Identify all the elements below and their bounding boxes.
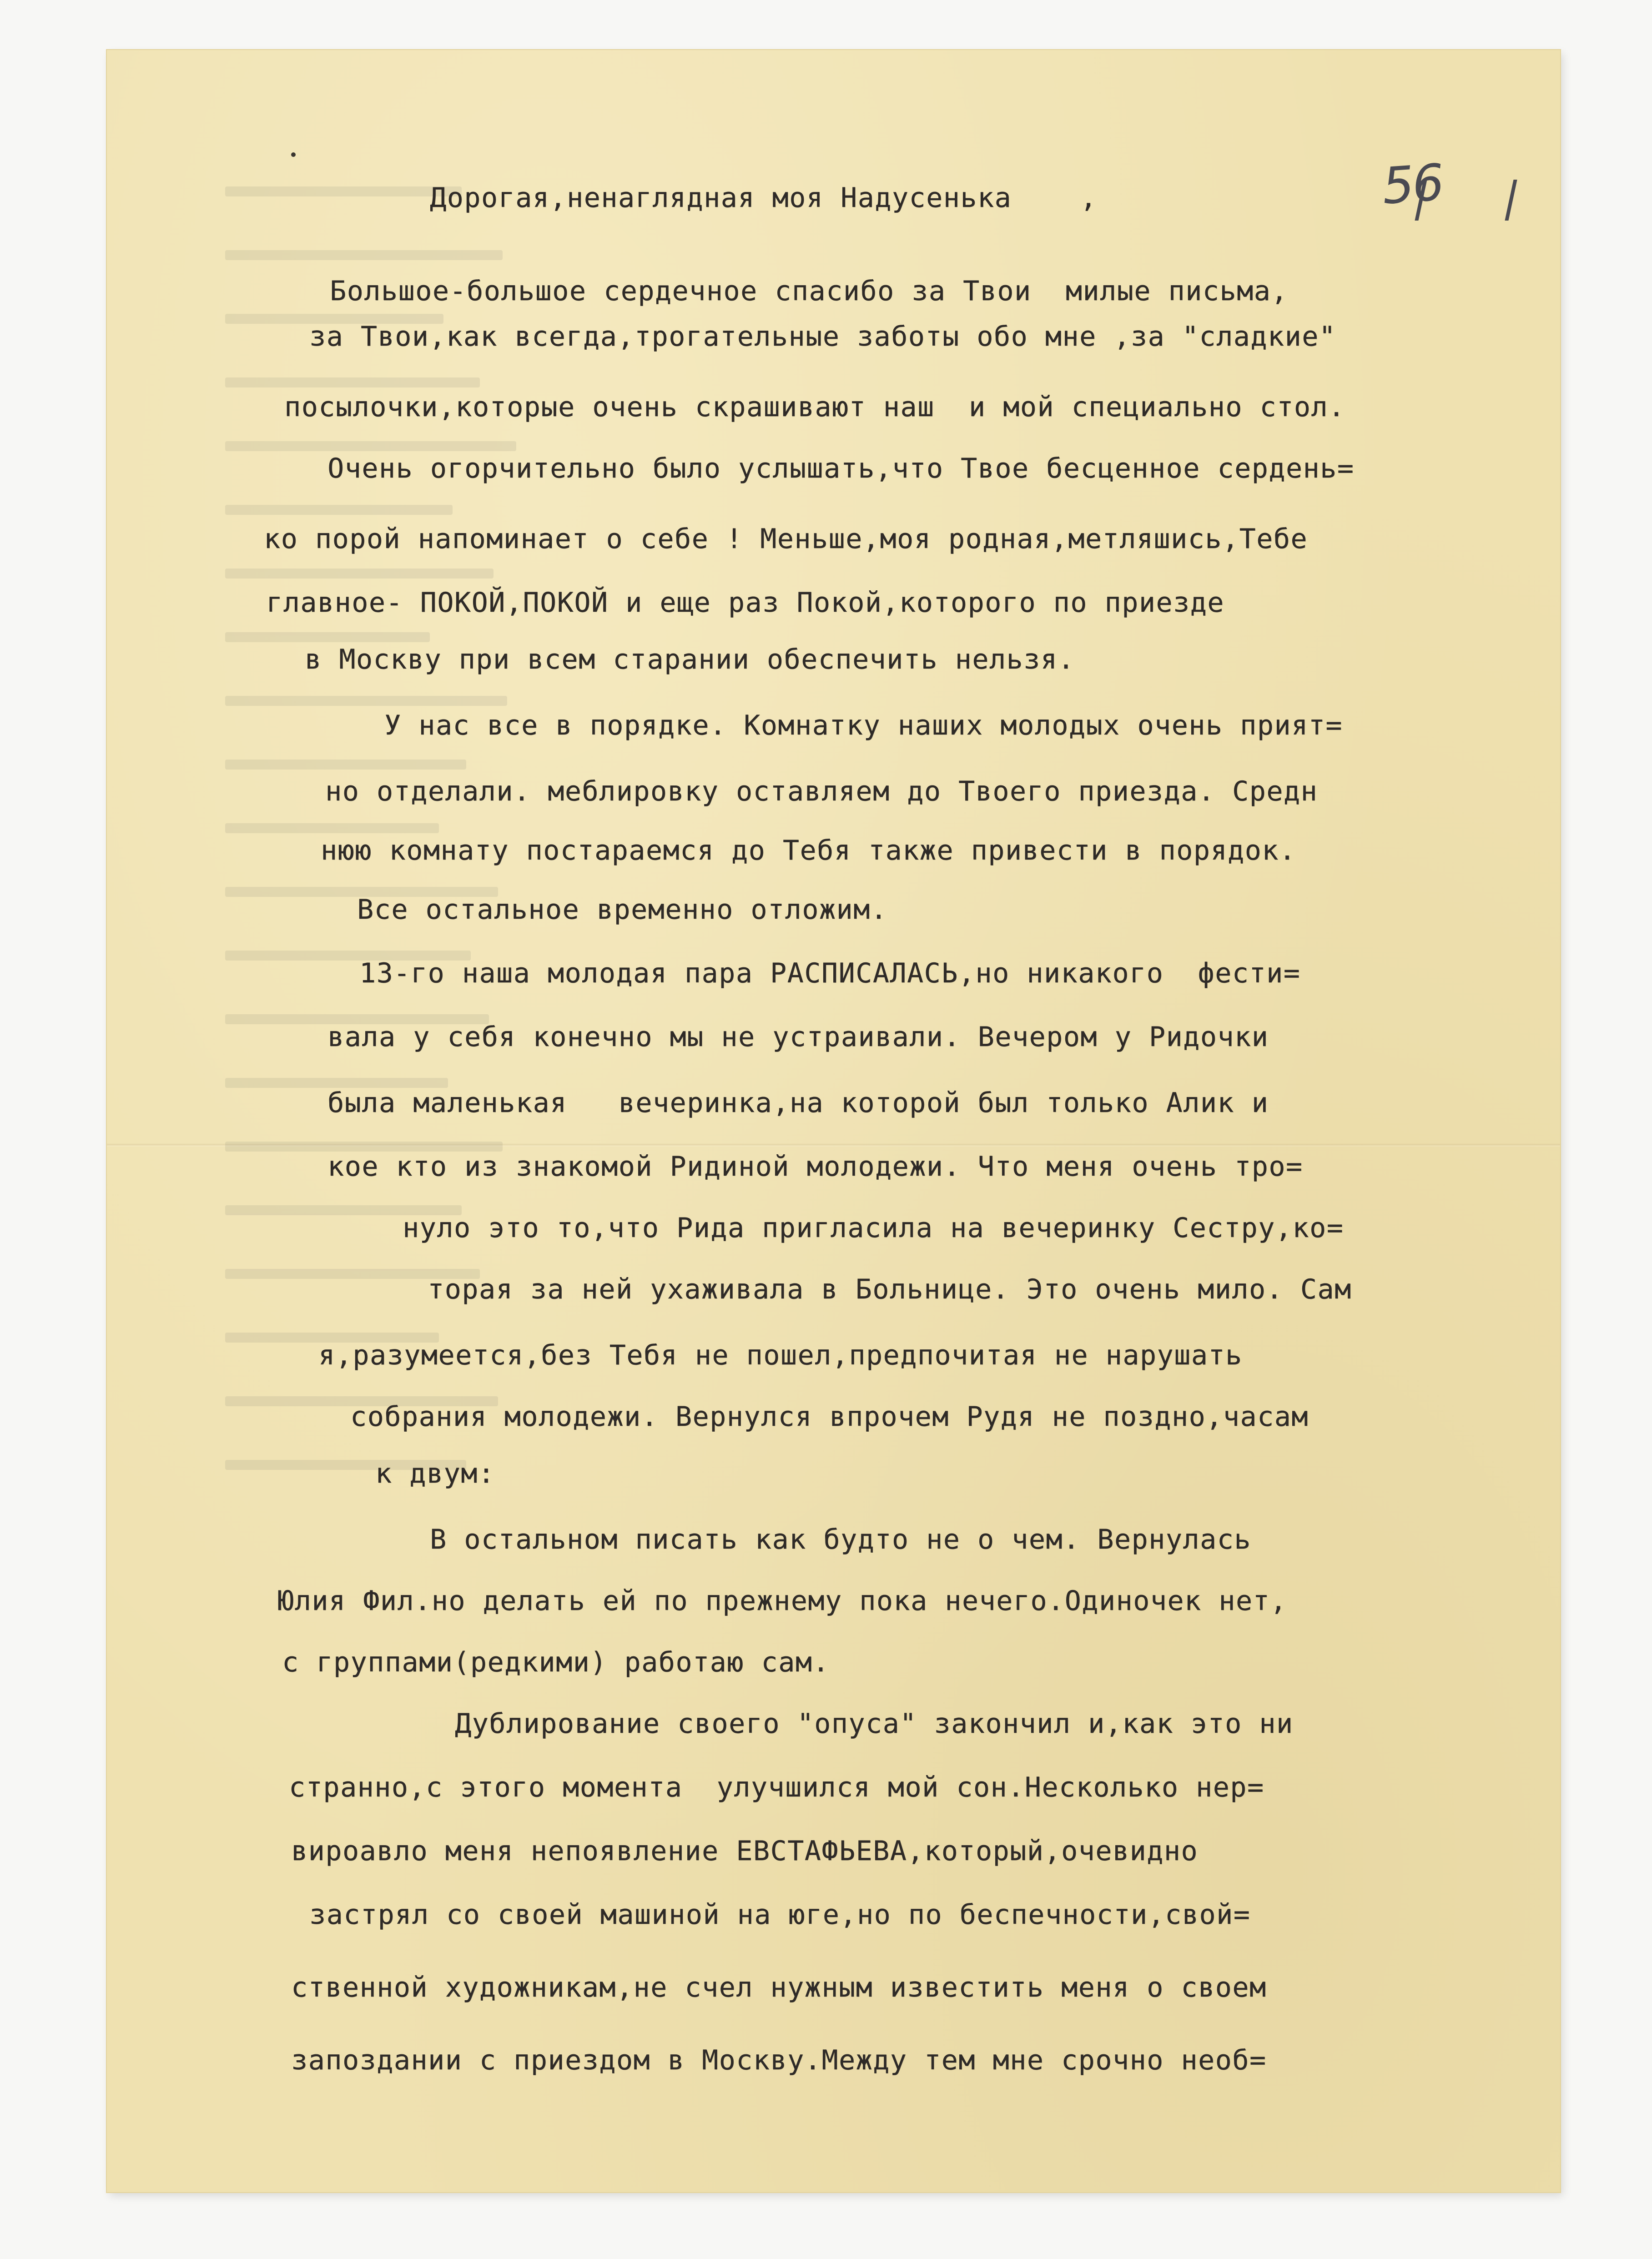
letter-line: с группами(редкими) работаю сам. — [282, 1646, 830, 1678]
letter-line: У нас все в порядке. Комнатку наших молодых очень прият= — [384, 709, 1343, 741]
letter-line: торая за ней ухаживала в Больнице. Это очень мило. Сам — [428, 1273, 1352, 1305]
letter-line: Дублирование своего "опуса" закончил и,как это ни — [455, 1708, 1294, 1740]
letter-salutation: Дорогая,ненаглядная моя Надусенька , — [430, 182, 1098, 214]
letter-line: посылочки,которые очень скрашивают наш и мой специально стол. — [284, 391, 1345, 423]
letter-line: ственной художникам,не счел нужным известить меня о своем — [291, 1972, 1267, 2003]
letter-line: за Твои,как всегда,трогательные заботы обо мне ,за "сладкие" — [309, 321, 1336, 352]
letter-line: 13-го наша молодая пара РАСПИСАЛАСЬ,но никакого фести= — [359, 957, 1301, 989]
letter-line: я,разумеется,без Тебя не пошел,предпочитая не нарушать — [318, 1339, 1243, 1371]
letter-line: застрял со своей машиной на юге,но по беспечности,свой= — [309, 1899, 1251, 1931]
letter-line: странно,с этого момента улучшился мой сон.Несколько нер= — [289, 1771, 1264, 1803]
letter-line: Большое-большое сердечное спасибо за Твои милые письма, — [330, 275, 1288, 307]
letter-line: нуло это то,что Рида пригласила на вечеринку Сестру,ко= — [403, 1212, 1344, 1244]
handwritten-folio-number: 56 — [1380, 153, 1445, 216]
ink-speck — [291, 152, 296, 157]
letter-line: вироавло меня непоявление ЕВСТАФЬЕВА,который,очевидно — [291, 1835, 1199, 1867]
letter-line: В остальном писать как будто не о чем. Вернулась — [430, 1524, 1251, 1555]
letter-line: запоздании с приездом в Москву.Между тем мне срочно необ= — [291, 2044, 1267, 2076]
letter-line: в Москву при всем старании обеспечить нельзя. — [305, 644, 1075, 675]
letter-line: ко порой напоминает о себе ! Меньше,моя родная,метляшись,Тебе — [264, 523, 1308, 555]
letter-line: была маленькая вечеринка,на которой был только Алик и — [327, 1087, 1269, 1119]
letter-line: собрания молодежи. Вернулся впрочем Рудя не поздно,часам — [350, 1401, 1309, 1433]
letter-line: Очень огорчительно было услышать,что Твое бесценное сердень= — [327, 453, 1355, 484]
letter-line: к двум: — [375, 1458, 495, 1489]
letter-line: вала у себя конечно мы не устраивали. Вечером у Ридочки — [327, 1021, 1269, 1053]
letter-line: главное- ПОКОЙ,ПОКОЙ и еще раз Покой,которого по приезде — [266, 587, 1224, 619]
letter-line: но отделали. меблировку оставляем до Твоего приезда. Средн — [325, 775, 1318, 807]
letter-line: кое кто из знакомой Ридиной молодежи. Что меня очень тро= — [327, 1151, 1303, 1182]
letter-page — [107, 50, 1560, 2192]
handwritten-strikethrough-mark — [1415, 180, 1517, 221]
paper-fold-crease — [107, 1144, 1560, 1147]
letter-line: нюю комнату постараемся до Тебя также привести в порядок. — [321, 835, 1296, 866]
letter-line: Все остальное временно отложим. — [357, 894, 888, 926]
letter-line: Юлия Фил.но делать ей по прежнему пока нечего.Одиночек нет, — [277, 1585, 1287, 1617]
